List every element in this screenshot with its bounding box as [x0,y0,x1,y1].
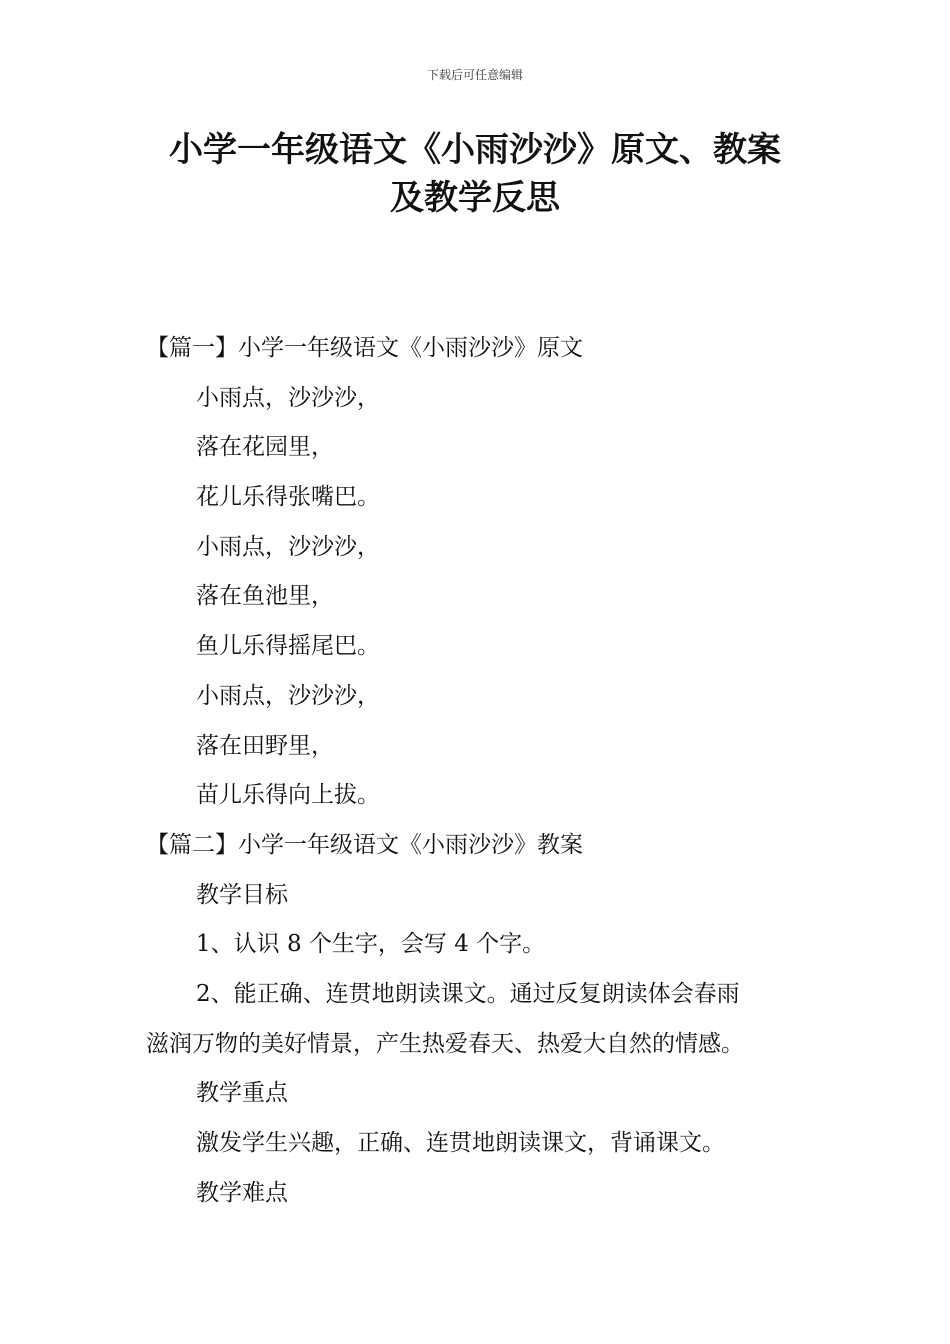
teaching-goal-2-line-2: 滋润万物的美好情景，产生热爱春天、热爱大自然的情感。 [146,1030,744,1057]
poem-line: 落在花园里， [196,434,334,461]
poem-line: 鱼儿乐得摇尾巴。 [196,633,380,660]
poem-line: 小雨点，沙沙沙， [196,384,380,411]
teaching-goals-label: 教学目标 [196,881,288,908]
poem-line: 小雨点，沙沙沙， [196,533,380,560]
poem-line: 花儿乐得张嘴巴。 [196,484,380,511]
teaching-difficulty-label: 教学难点 [196,1179,288,1206]
poem-line: 小雨点，沙沙沙， [196,682,380,709]
section-heading-1: 【篇一】小学一年级语文《小雨沙沙》原文 [146,335,583,361]
poem-line: 落在田野里， [196,732,334,759]
poem-line: 苗儿乐得向上拔。 [196,782,380,809]
teaching-key-label: 教学重点 [196,1080,288,1107]
title-line-1: 小学一年级语文《小雨沙沙》原文、教案 [169,130,781,170]
teaching-goal-1: 1、认识 8 个生字，会写 4 个字。 [196,931,546,958]
header-note: 下载后可任意编辑 [426,68,523,82]
teaching-goal-2-line-1: 2、能正确、连贯地朗读课文。通过反复朗读体会春雨 [196,980,740,1007]
section-heading-2: 【篇二】小学一年级语文《小雨沙沙》教案 [146,831,583,858]
title-line-2: 及教学反思 [390,178,560,218]
document-title [120,126,830,222]
document-body [146,324,818,1218]
poem-line: 落在鱼池里， [196,583,334,610]
teaching-key-text: 激发学生兴趣，正确、连贯地朗读课文，背诵课文。 [196,1130,725,1156]
